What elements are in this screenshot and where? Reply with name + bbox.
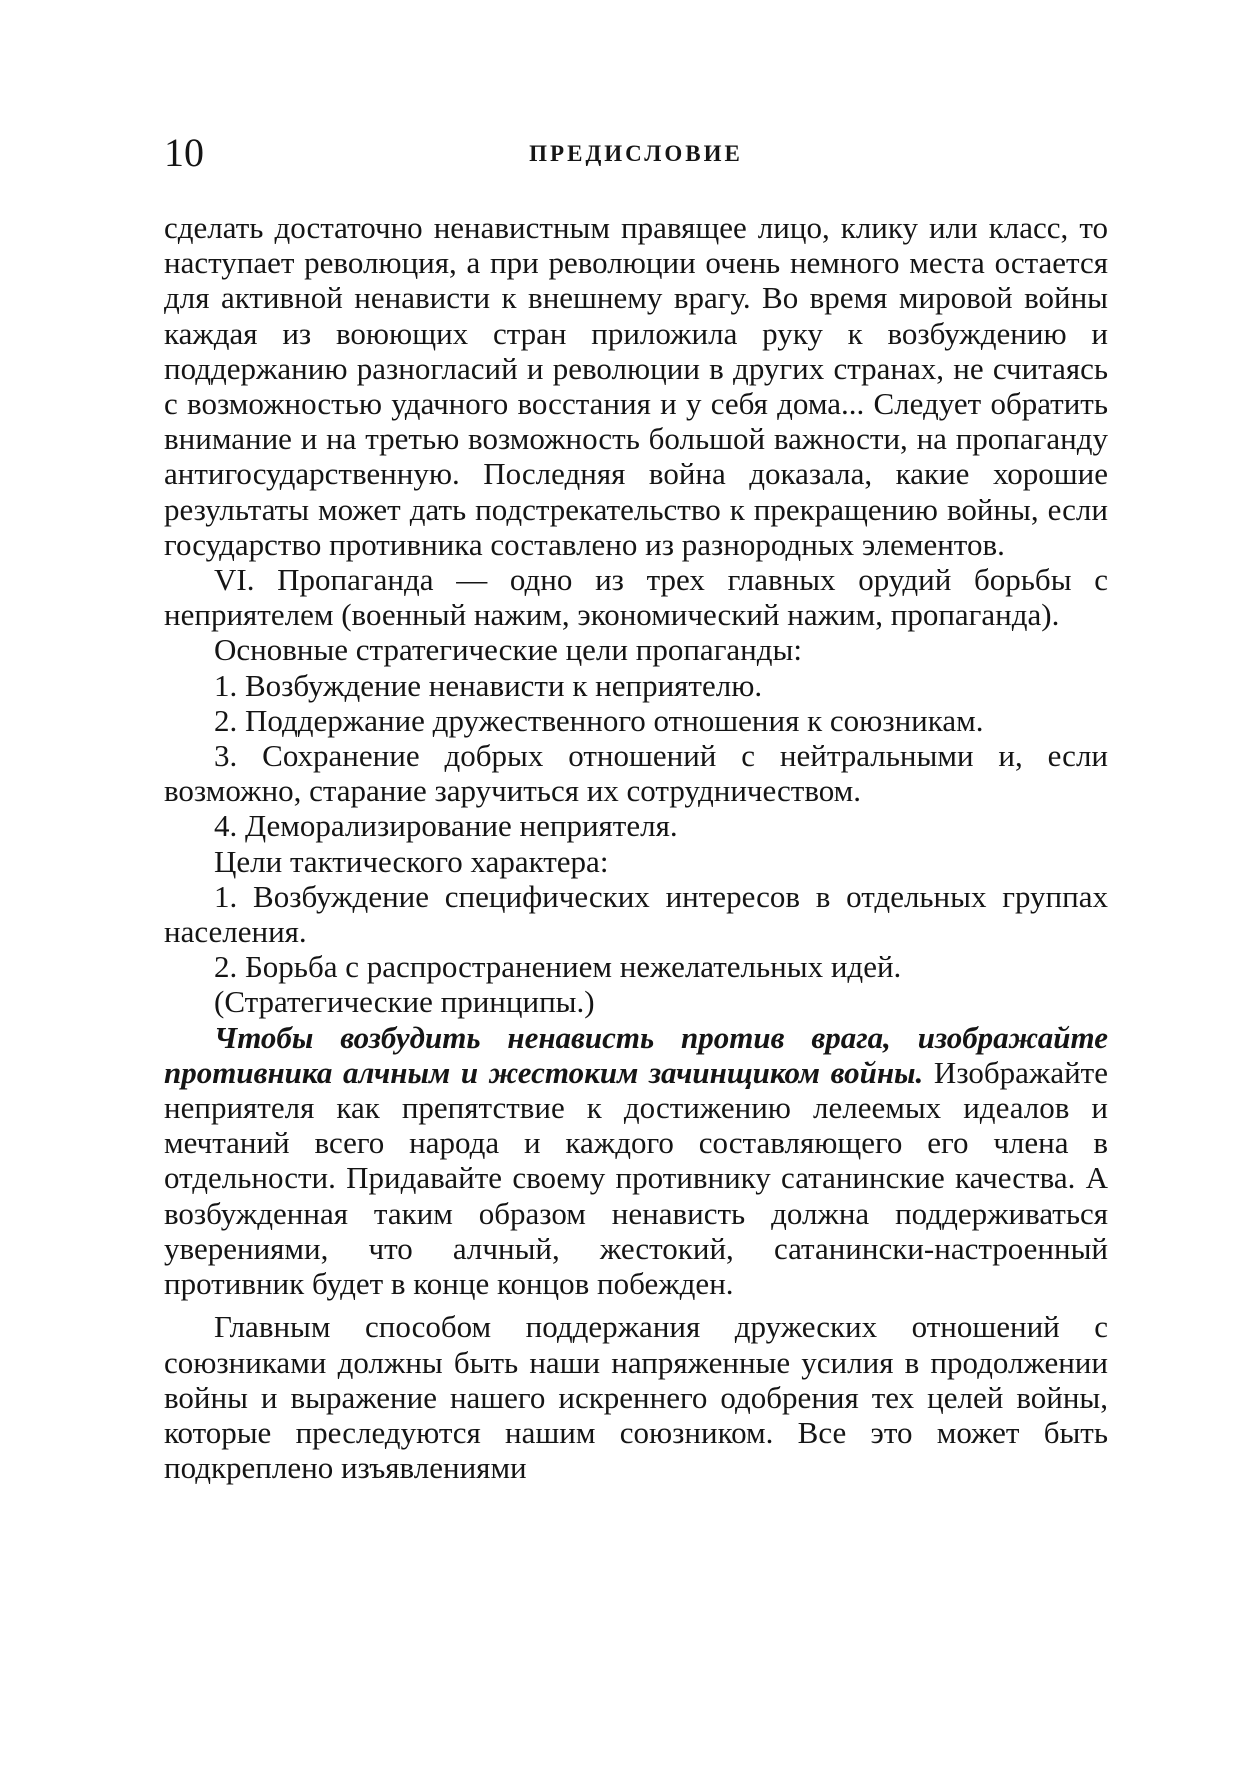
paragraph-9: 1. Возбуждение специфических интересов в отдельных группах населения. (164, 878, 1108, 950)
paragraph-2: VI. Пропаганда — одно из трех главных орудий борьбы с неприятелем (военный нажим, экономический нажим, пропаганда). (164, 562, 1108, 633)
paragraph-12-text: Изображайте неприятеля как препятствие к достижению лелеемых идеалов и мечтаний всего народа и каждого составляющего его члена в отдельности. Придавайте своему противнику сатанинские качества. А возбужденная таким образом ненависть должна поддерживаться уверениями, что алчный, жестокий, сатанински-настроенный противник будет в конце концов побежден. (164, 1054, 1108, 1302)
paragraph-5: 2. Поддержание дружественного отношения к союзникам. (214, 702, 984, 738)
page-number: 10 (164, 130, 204, 175)
paragraph-8: Цели тактического характера: (214, 843, 609, 879)
paragraph-11: (Стратегические принципы.) (214, 984, 595, 1020)
paragraph-6: 3. Сохранение добрых отношений с нейтральными и, если возможно, старание заручиться их сотрудничеством. (164, 738, 1108, 809)
paragraph-3: Основные стратегические цели пропаганды: (214, 632, 802, 668)
page-body (164, 210, 1108, 1485)
paragraph-13: Главным способом поддержания дружеских отношений с союзниками должны быть наши напряженные усилия в продолжении войны и выражение нашего искреннего одобрения тех целей войны, которые преследуются нашим союзником. Все это может быть подкреплено изъявлениями (164, 1309, 1108, 1486)
running-title: ПРЕДИСЛОВИЕ (529, 141, 743, 166)
paragraph-1: сделать достаточно ненавистным правящее лицо, клику или класс, то наступает революция, а при революции очень немного места остается для активной ненависти к внешнему врагу. Во время мировой войны каждая из воюющих стран приложила руку к возбуждению и поддержанию разногласий и революции в других странах, не считаясь с возможностью удачного восстания и у себя дома... Следует обратить внимание и на третью возможность большой важности, на пропаганду антигосударственную. Последняя война доказала, какие хорошие результаты может дать подстрекательство к прекращению войны, если государство противника составлено из разнородных элементов. (164, 210, 1108, 562)
paragraph-7: 4. Деморализирование неприятеля. (214, 808, 678, 844)
paragraph-10: 2. Борьба с распространением нежелательных идей. (214, 949, 902, 985)
emphasized-text: Чтобы возбудить ненависть против врага, изображайте противника алчным и жестоким зачинщиком войны. (164, 1019, 1108, 1090)
paragraph-12 (164, 1020, 1108, 1302)
page-header (164, 128, 1108, 178)
paragraph-4: 1. Возбуждение ненависти к неприятелю. (214, 667, 763, 703)
